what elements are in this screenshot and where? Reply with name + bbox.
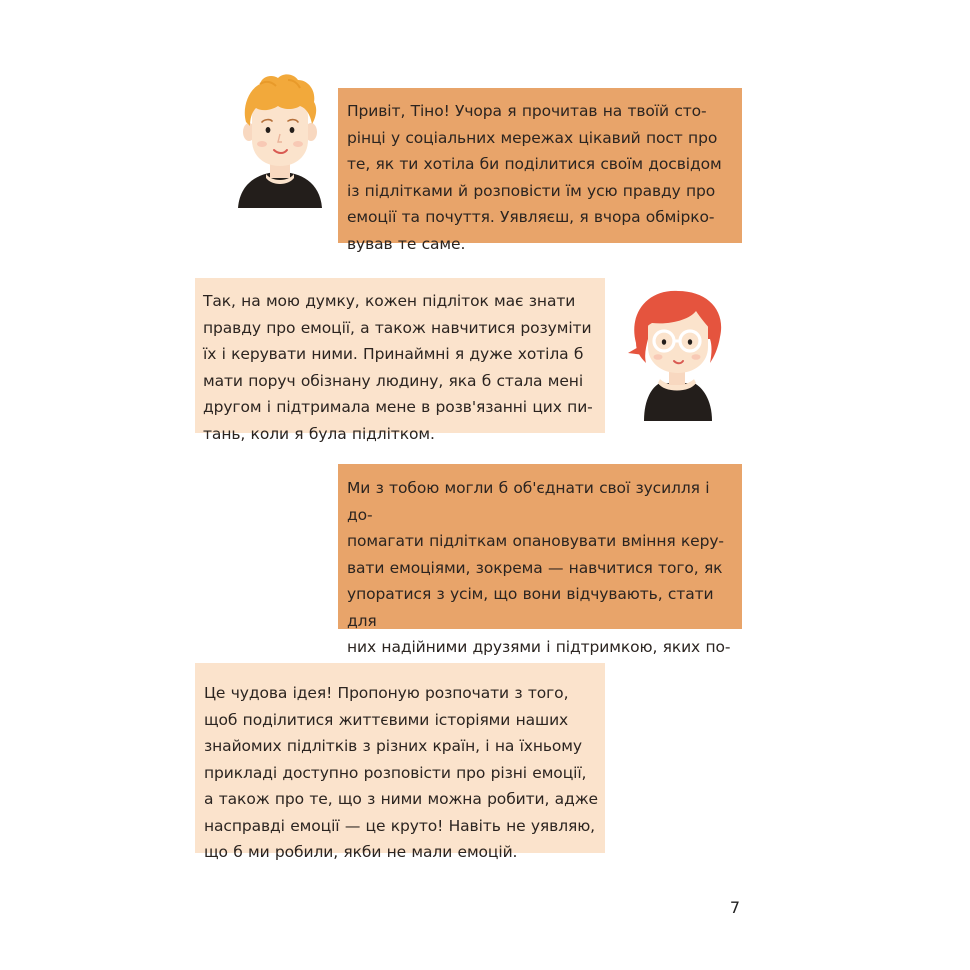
dialogue-text: Це чудова ідея! Пропоную розпочати з того, щоб поділитися життєвими історіями наших знайомих підлітків з різних країн, і на їхньому прикладі доступно розповісти про різні емоції, а також про те, що з ними можна робити, адже насправді емоції — це круто! Навіть не уявляю, що б ми робили, якби не мали емоцій. [204, 684, 598, 861]
dialogue-text: Привіт, Тіно! Учора я прочитав на твоїй сто- рінці у соціальних мережах цікавий пост про те, як ти хотіла би поділитися своїм досвідом із підлітками й розповісти їм усю правду про емоції та почуття. Уявляєш, я вчора обмірко- вував те саме. [347, 102, 722, 253]
girl-avatar-icon [622, 283, 732, 425]
dialogue-text: Ми з тобою могли б об'єднати свої зусилля і до- помагати підліткам опановувати вміння керу- вати емоціями, зокрема — навчитися того, як упоратися з усім, що вони відчувають, стати для них надійними друзями і підтримкою, яких по- [347, 479, 731, 656]
dialogue-bubble-boy [338, 88, 742, 253]
dialogue-text: Так, на мою думку, кожен підліток має знати правду про емоції, а також навчитися розуміти їх і керувати ними. Принаймні я дуже хотіла б мати поруч обізнану людину, яка б стала мені другом і підтримала мене в розв'язанні цих пи- тань, коли я була підлітком. [203, 292, 593, 443]
dialogue-bubble-girl [195, 278, 605, 443]
dialogue-bubble-boy [338, 464, 742, 656]
boy-avatar-icon [232, 70, 328, 220]
page-number: 7 [729, 898, 741, 917]
dialogue-bubble-girl [195, 663, 605, 861]
